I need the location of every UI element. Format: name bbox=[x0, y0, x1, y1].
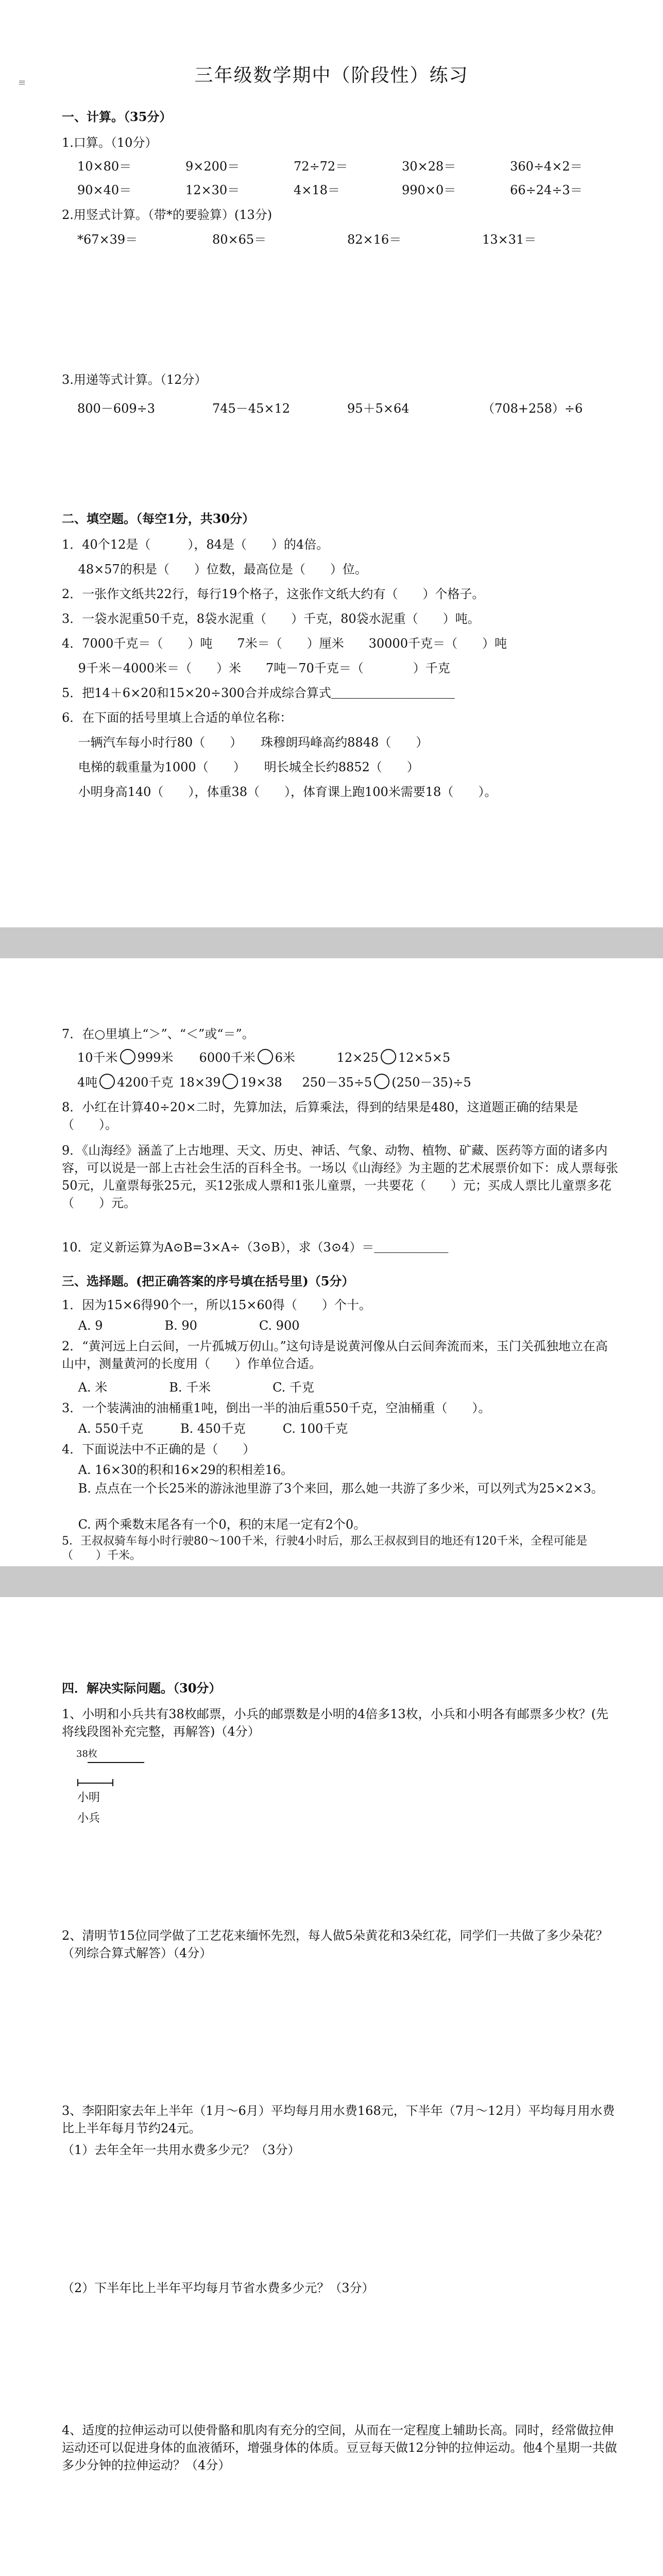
segment-tick bbox=[77, 1779, 78, 1786]
compare-right: 6米 bbox=[275, 1050, 295, 1065]
compare-left: 6000千米 bbox=[199, 1050, 256, 1065]
compare-right: 19×38 bbox=[240, 1075, 282, 1090]
calc-item: 800－609÷3 bbox=[77, 401, 155, 416]
choice-options: A. 16×30的积和16×29的积相差16。 bbox=[62, 1463, 294, 1477]
oral-item: 4×18＝ bbox=[294, 183, 340, 197]
problem-3b: （2）下半年比上半年平均每月节省水费多少元？（3分） bbox=[62, 2281, 375, 2295]
calc-item: 745－45×12 bbox=[212, 401, 290, 416]
section-1-heading: 一、计算。（35分） bbox=[62, 109, 172, 124]
oral-item: 360÷4×2＝ bbox=[510, 159, 583, 174]
vertical-item: 80×65＝ bbox=[212, 232, 267, 247]
q7-compare-title: 7．在○里填上“＞”、“＜”或“＝”。 bbox=[62, 1027, 254, 1041]
calc-row bbox=[77, 400, 618, 417]
compare-left: 4吨 bbox=[77, 1075, 98, 1090]
problem-3a: （1）去年全年一共用水费多少元？（3分） bbox=[62, 2143, 300, 2157]
segment-top bbox=[88, 1762, 144, 1763]
q10-text: 10．定义新运算为A⊙B=3×A÷（3⊙B），求（3⊙4）＝＿＿＿＿＿＿ bbox=[62, 1240, 449, 1255]
q8-text: 8．小红在计算40÷20×二时，先算加法，后算乘法，得到的结果是480，这道题正确的结果是（ ）。 bbox=[62, 1100, 579, 1132]
compare-left: 12×25 bbox=[336, 1050, 379, 1065]
fill-line: 9千米－4000米＝（ ）米 7吨－70千克＝（ ）千克 bbox=[62, 661, 450, 675]
choice-options: A. 9 B. 90 C. 900 bbox=[62, 1318, 300, 1333]
compare-left: 250－35÷5 bbox=[302, 1075, 372, 1090]
vertical-item: 13×31＝ bbox=[482, 232, 537, 247]
oral-item: 66÷24÷3＝ bbox=[510, 183, 583, 197]
segment-tick bbox=[112, 1779, 113, 1786]
q1-oral-title: 1.口算。（10分） bbox=[62, 135, 158, 150]
oral-item: 90×40＝ bbox=[77, 183, 132, 197]
vertical-item: 82×16＝ bbox=[347, 232, 402, 247]
compare-circle[interactable] bbox=[374, 1074, 389, 1089]
compare-circle[interactable] bbox=[120, 1049, 135, 1064]
compare-right: (250－35)÷5 bbox=[392, 1075, 471, 1090]
q3-calc-title: 3.用递等式计算。（12分） bbox=[62, 372, 207, 387]
oral-item: 72÷72＝ bbox=[294, 159, 348, 174]
fill-line: 小明身高140（ ），体重38（ ），体育课上跑100米需要18（ ）。 bbox=[62, 785, 497, 799]
compare-circle[interactable] bbox=[381, 1049, 396, 1064]
fill-line: 4．7000千克＝（ ）吨 7米＝（ ）厘米 30000千克＝（ ）吨 bbox=[62, 636, 507, 651]
page-title: 三年级数学期中（阶段性）练习 bbox=[194, 65, 469, 86]
compare-left: 18×39 bbox=[179, 1075, 221, 1090]
oral-row-1 bbox=[77, 158, 618, 175]
page-1 bbox=[0, 0, 663, 927]
compare-row-1 bbox=[77, 1049, 618, 1066]
q2-vertical-title: 2.用竖式计算。（带*的要验算）(13分) bbox=[62, 208, 273, 222]
vertical-item: *67×39＝ bbox=[77, 232, 138, 247]
oral-item: 12×30＝ bbox=[185, 183, 240, 197]
segment-xiaoming bbox=[77, 1783, 113, 1784]
compare-row-2 bbox=[77, 1074, 618, 1091]
segment-label-b: 小兵 bbox=[77, 1812, 100, 1825]
compare-circle[interactable] bbox=[99, 1074, 115, 1089]
compare-right: 12×5×5 bbox=[398, 1050, 451, 1065]
segment-total-label: 38枚 bbox=[76, 1749, 97, 1759]
fill-line: 2．一张作文纸共22行，每行19个格子，这张作文纸大约有（ ）个格子。 bbox=[62, 587, 485, 601]
fill-line: 3．一袋水泥重50千克，8袋水泥重（ ）千克，80袋水泥重（ ）吨。 bbox=[62, 612, 480, 626]
problem-4: 4、适度的拉伸运动可以使骨骼和肌肉有充分的空间，从而在一定程度上辅助长高。同时，经常做拉伸运动还可以促进身体的血液循环，增强身体的体质。豆豆每天做12分钟的拉伸运动。他4个星期一共做多少分钟的拉伸运动？（4分） bbox=[62, 2423, 617, 2472]
fill-line: 6．在下面的括号里填上合适的单位名称： bbox=[62, 710, 293, 725]
oral-item: 990×0＝ bbox=[402, 183, 456, 197]
margin-mark: ≡ bbox=[18, 77, 26, 88]
compare-right: 999米 bbox=[137, 1050, 174, 1065]
vertical-row bbox=[77, 231, 618, 248]
calc-item: 95＋5×64 bbox=[347, 401, 410, 416]
compare-right: 4200千克 bbox=[117, 1075, 174, 1090]
q9-text: 9．《山海经》涵盖了上古地理、天文、历史、神话、气象、动物、植物、矿藏、医药等方面的诸多内容，可以说是一部上古社会生活的百科全书。一场以《山海经》为主题的艺术展票价如下：成人票每张50元，儿童票每张25元，买12张成人票和1张儿童票，一共要花（ ）元；买成人票比儿童票多花（ ）元。 bbox=[62, 1143, 618, 1210]
fill-line: 5．把14＋6×20和15×20÷300合并成综合算式＿＿＿＿＿＿＿＿＿＿ bbox=[62, 686, 455, 700]
problem-3: 3、李阳阳家去年上半年（1月～6月）平均每月用水费168元，下半年（7月～12月）平均每月用水费比上半年每月节约24元。 bbox=[62, 2104, 615, 2136]
choice-line: 1．因为15×6得90个一，所以15×60得（ ）个十。 bbox=[62, 1298, 371, 1312]
choice-line: 3．一个装满油的油桶重1吨，倒出一半的油后重550千克，空油桶重（ ）。 bbox=[62, 1401, 491, 1415]
fill-line: 1．40个12是（ ），84是（ ）的4倍。 bbox=[62, 537, 329, 552]
oral-row-2 bbox=[77, 181, 618, 199]
compare-circle[interactable] bbox=[258, 1049, 273, 1064]
compare-left: 10千米 bbox=[77, 1050, 118, 1065]
problem-1: 1、小明和小兵共有38枚邮票，小兵的邮票数是小明的4倍多13枚，小兵和小明各有邮票多少枚？(先将线段图补充完整，再解答)（4分） bbox=[62, 1707, 608, 1739]
calc-item: （708+258）÷6 bbox=[482, 401, 583, 416]
oral-item: 10×80＝ bbox=[77, 159, 132, 174]
fill-line: 一辆汽车每小时行80（ ） 珠穆朗玛峰高约8848（ ） bbox=[62, 735, 429, 750]
oral-item: 9×200＝ bbox=[185, 159, 240, 174]
choice-options: A. 米 B. 千米 C. 千克 bbox=[62, 1380, 314, 1395]
compare-circle[interactable] bbox=[223, 1074, 238, 1089]
choice-line: 4．下面说法中不正确的是（ ） bbox=[62, 1442, 256, 1456]
choice-line: 2．“黄河远上白云间，一片孤城万仞山。”这句诗是说黄河像从白云间奔流而来，玉门关孤独地立在高山中，测量黄河的长度用（ ）作单位合适。 bbox=[62, 1339, 608, 1371]
fill-line: 48×57的积是（ ）位数，最高位是（ ）位。 bbox=[62, 562, 367, 577]
choice-options: B. 点点在一个长25米的游泳池里游了3个来回，那么她一共游了多少米，可以列式为25×2×3。 bbox=[62, 1481, 604, 1496]
choice-options: A. 550千克 B. 450千克 C. 100千克 bbox=[62, 1421, 348, 1436]
section-3-heading: 三、选择题。(把正确答案的序号填在括号里)（5分） bbox=[62, 1274, 354, 1289]
page-3 bbox=[0, 1597, 663, 2576]
problem-2: 2、清明节15位同学做了工艺花来缅怀先烈，每人做5朵黄花和3朵红花，同学们一共做了多少朵花？（列综合算式解答）（4分） bbox=[62, 1928, 608, 1960]
section-2-heading: 二、填空题。（每空1分，共30分） bbox=[62, 511, 255, 526]
page-2 bbox=[0, 958, 663, 1566]
oral-item: 30×28＝ bbox=[402, 159, 456, 174]
choice-line: 5．王叔叔骑车每小时行驶80～100千米，行驶4小时后，那么王叔叔到目的地还有120千米，全程可能是（ ）千米。 bbox=[62, 1535, 587, 1562]
segment-label-a: 小明 bbox=[77, 1791, 100, 1804]
choice-options: C. 两个乘数末尾各有一个0，积的末尾一定有2个0。 bbox=[62, 1517, 366, 1532]
section-4-heading: 四．解决实际问题。（30分） bbox=[62, 1681, 222, 1696]
fill-line: 电梯的载重量为1000（ ） 明长城全长约8852（ ） bbox=[62, 760, 419, 774]
